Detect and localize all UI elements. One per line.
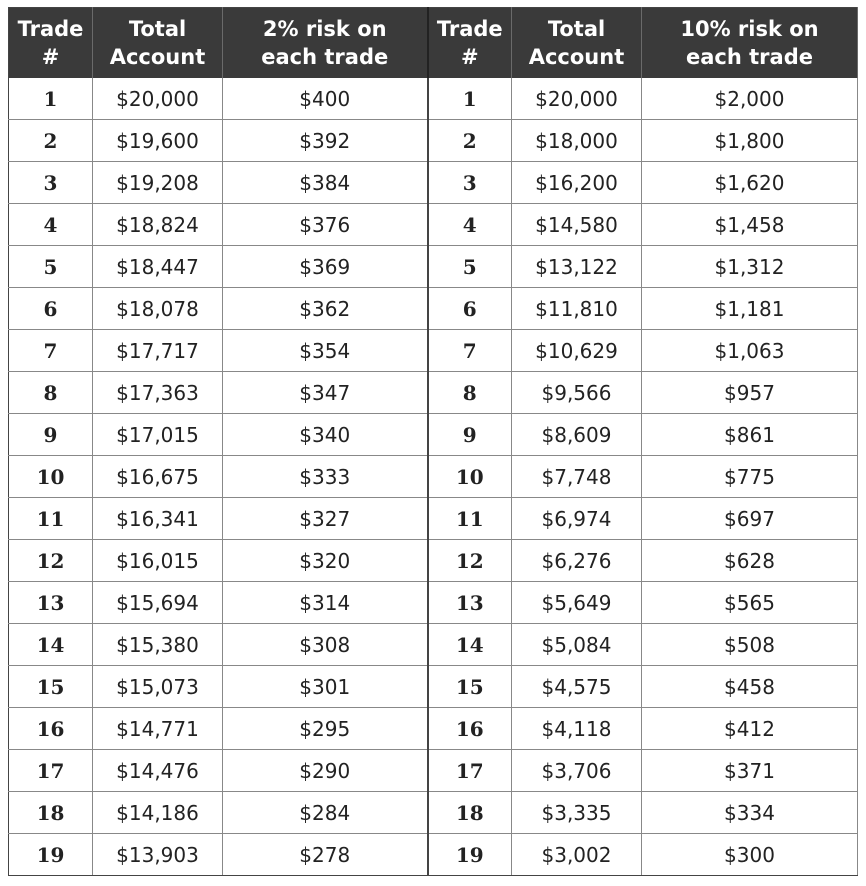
table-row (9, 666, 858, 708)
risk-amount-2pct-cell: $301 (223, 666, 428, 708)
risk-amount-2pct-cell: $340 (223, 414, 428, 456)
total-account-2pct-cell: $15,694 (93, 582, 223, 624)
header-risk-2pct: 2% risk on each trade (223, 8, 428, 79)
total-account-10pct-cell: $6,974 (512, 498, 642, 540)
table-row (9, 414, 858, 456)
risk-amount-2pct-cell: $295 (223, 708, 428, 750)
total-account-2pct-cell: $17,015 (93, 414, 223, 456)
trade-number-10pct-cell: 5 (428, 246, 512, 288)
header-row (9, 8, 858, 79)
trade-number-10pct-cell: 18 (428, 792, 512, 834)
risk-amount-2pct-cell: $327 (223, 498, 428, 540)
risk-amount-2pct-cell: $384 (223, 162, 428, 204)
risk-amount-2pct-cell: $347 (223, 372, 428, 414)
risk-amount-10pct-cell: $775 (642, 456, 858, 498)
risk-amount-10pct-cell: $697 (642, 498, 858, 540)
total-account-2pct-cell: $16,675 (93, 456, 223, 498)
trade-number-10pct-cell: 6 (428, 288, 512, 330)
risk-amount-10pct-cell: $458 (642, 666, 858, 708)
total-account-10pct-cell: $5,649 (512, 582, 642, 624)
total-account-10pct-cell: $4,575 (512, 666, 642, 708)
trade-number-10pct-cell: 7 (428, 330, 512, 372)
total-account-2pct-cell: $15,380 (93, 624, 223, 666)
trade-number-10pct-cell: 16 (428, 708, 512, 750)
risk-amount-2pct-cell: $278 (223, 834, 428, 876)
total-account-10pct-cell: $3,002 (512, 834, 642, 876)
risk-amount-10pct-cell: $565 (642, 582, 858, 624)
trade-number-2pct-cell: 1 (9, 78, 93, 120)
risk-comparison-table (8, 7, 858, 876)
trade-number-10pct-cell: 17 (428, 750, 512, 792)
total-account-2pct-cell: $14,186 (93, 792, 223, 834)
risk-amount-10pct-cell: $628 (642, 540, 858, 582)
trade-number-2pct-cell: 11 (9, 498, 93, 540)
table-row (9, 582, 858, 624)
risk-amount-10pct-cell: $2,000 (642, 78, 858, 120)
total-account-10pct-cell: $10,629 (512, 330, 642, 372)
trade-number-10pct-cell: 9 (428, 414, 512, 456)
trade-number-2pct-cell: 6 (9, 288, 93, 330)
total-account-2pct-cell: $13,903 (93, 834, 223, 876)
total-account-2pct-cell: $19,600 (93, 120, 223, 162)
table-row (9, 750, 858, 792)
total-account-10pct-cell: $13,122 (512, 246, 642, 288)
trade-number-2pct-cell: 19 (9, 834, 93, 876)
trade-number-10pct-cell: 15 (428, 666, 512, 708)
trade-number-2pct-cell: 14 (9, 624, 93, 666)
risk-amount-10pct-cell: $334 (642, 792, 858, 834)
risk-amount-10pct-cell: $1,620 (642, 162, 858, 204)
trade-number-2pct-cell: 16 (9, 708, 93, 750)
risk-amount-2pct-cell: $392 (223, 120, 428, 162)
total-account-10pct-cell: $16,200 (512, 162, 642, 204)
total-account-10pct-cell: $20,000 (512, 78, 642, 120)
table-row (9, 162, 858, 204)
risk-amount-10pct-cell: $957 (642, 372, 858, 414)
trade-number-10pct-cell: 3 (428, 162, 512, 204)
trade-number-2pct-cell: 9 (9, 414, 93, 456)
risk-amount-2pct-cell: $362 (223, 288, 428, 330)
total-account-2pct-cell: $17,717 (93, 330, 223, 372)
table-body (9, 78, 858, 876)
trade-number-10pct-cell: 1 (428, 78, 512, 120)
table-row (9, 834, 858, 876)
total-account-2pct-cell: $14,476 (93, 750, 223, 792)
risk-amount-2pct-cell: $290 (223, 750, 428, 792)
risk-amount-2pct-cell: $284 (223, 792, 428, 834)
header-risk-10pct: 10% risk on each trade (642, 8, 858, 79)
risk-amount-2pct-cell: $369 (223, 246, 428, 288)
table-row (9, 246, 858, 288)
table-row (9, 288, 858, 330)
trade-number-2pct-cell: 3 (9, 162, 93, 204)
total-account-2pct-cell: $18,447 (93, 246, 223, 288)
risk-amount-2pct-cell: $314 (223, 582, 428, 624)
table-row (9, 330, 858, 372)
total-account-10pct-cell: $3,706 (512, 750, 642, 792)
risk-amount-2pct-cell: $400 (223, 78, 428, 120)
risk-amount-10pct-cell: $861 (642, 414, 858, 456)
total-account-10pct-cell: $3,335 (512, 792, 642, 834)
trade-number-10pct-cell: 14 (428, 624, 512, 666)
risk-amount-10pct-cell: $1,063 (642, 330, 858, 372)
trade-number-2pct-cell: 12 (9, 540, 93, 582)
risk-amount-10pct-cell: $1,800 (642, 120, 858, 162)
total-account-2pct-cell: $18,078 (93, 288, 223, 330)
total-account-10pct-cell: $11,810 (512, 288, 642, 330)
risk-amount-2pct-cell: $354 (223, 330, 428, 372)
total-account-10pct-cell: $6,276 (512, 540, 642, 582)
total-account-10pct-cell: $18,000 (512, 120, 642, 162)
total-account-10pct-cell: $9,566 (512, 372, 642, 414)
risk-amount-2pct-cell: $308 (223, 624, 428, 666)
table-row (9, 792, 858, 834)
total-account-10pct-cell: $5,084 (512, 624, 642, 666)
trade-number-10pct-cell: 4 (428, 204, 512, 246)
risk-amount-10pct-cell: $1,181 (642, 288, 858, 330)
total-account-2pct-cell: $16,341 (93, 498, 223, 540)
risk-amount-2pct-cell: $320 (223, 540, 428, 582)
trade-number-2pct-cell: 10 (9, 456, 93, 498)
trade-number-2pct-cell: 18 (9, 792, 93, 834)
risk-amount-10pct-cell: $1,312 (642, 246, 858, 288)
trade-number-2pct-cell: 2 (9, 120, 93, 162)
trade-number-10pct-cell: 12 (428, 540, 512, 582)
total-account-10pct-cell: $8,609 (512, 414, 642, 456)
risk-amount-2pct-cell: $376 (223, 204, 428, 246)
header-trade-number-2pct: Trade # (9, 8, 93, 79)
total-account-2pct-cell: $14,771 (93, 708, 223, 750)
table-row (9, 120, 858, 162)
risk-amount-2pct-cell: $333 (223, 456, 428, 498)
trade-number-10pct-cell: 11 (428, 498, 512, 540)
risk-amount-10pct-cell: $371 (642, 750, 858, 792)
total-account-2pct-cell: $20,000 (93, 78, 223, 120)
trade-number-2pct-cell: 8 (9, 372, 93, 414)
total-account-2pct-cell: $19,208 (93, 162, 223, 204)
header-total-account-2pct: Total Account (93, 8, 223, 79)
total-account-10pct-cell: $7,748 (512, 456, 642, 498)
trade-number-2pct-cell: 4 (9, 204, 93, 246)
table-row (9, 78, 858, 120)
table-row (9, 204, 858, 246)
trade-number-10pct-cell: 13 (428, 582, 512, 624)
trade-number-2pct-cell: 17 (9, 750, 93, 792)
table-row (9, 372, 858, 414)
total-account-2pct-cell: $16,015 (93, 540, 223, 582)
trade-number-10pct-cell: 19 (428, 834, 512, 876)
trade-number-2pct-cell: 5 (9, 246, 93, 288)
header-trade-number-10pct: Trade # (428, 8, 512, 79)
trade-number-10pct-cell: 8 (428, 372, 512, 414)
total-account-2pct-cell: $15,073 (93, 666, 223, 708)
trade-number-2pct-cell: 7 (9, 330, 93, 372)
trade-number-10pct-cell: 2 (428, 120, 512, 162)
trade-number-2pct-cell: 13 (9, 582, 93, 624)
header-total-account-10pct: Total Account (512, 8, 642, 79)
table-row (9, 456, 858, 498)
total-account-2pct-cell: $18,824 (93, 204, 223, 246)
total-account-10pct-cell: $4,118 (512, 708, 642, 750)
table-row (9, 624, 858, 666)
risk-amount-10pct-cell: $1,458 (642, 204, 858, 246)
risk-amount-10pct-cell: $300 (642, 834, 858, 876)
risk-amount-10pct-cell: $508 (642, 624, 858, 666)
table-row (9, 498, 858, 540)
total-account-2pct-cell: $17,363 (93, 372, 223, 414)
total-account-10pct-cell: $14,580 (512, 204, 642, 246)
table-row (9, 708, 858, 750)
risk-amount-10pct-cell: $412 (642, 708, 858, 750)
trade-number-2pct-cell: 15 (9, 666, 93, 708)
table-row (9, 540, 858, 582)
trade-number-10pct-cell: 10 (428, 456, 512, 498)
